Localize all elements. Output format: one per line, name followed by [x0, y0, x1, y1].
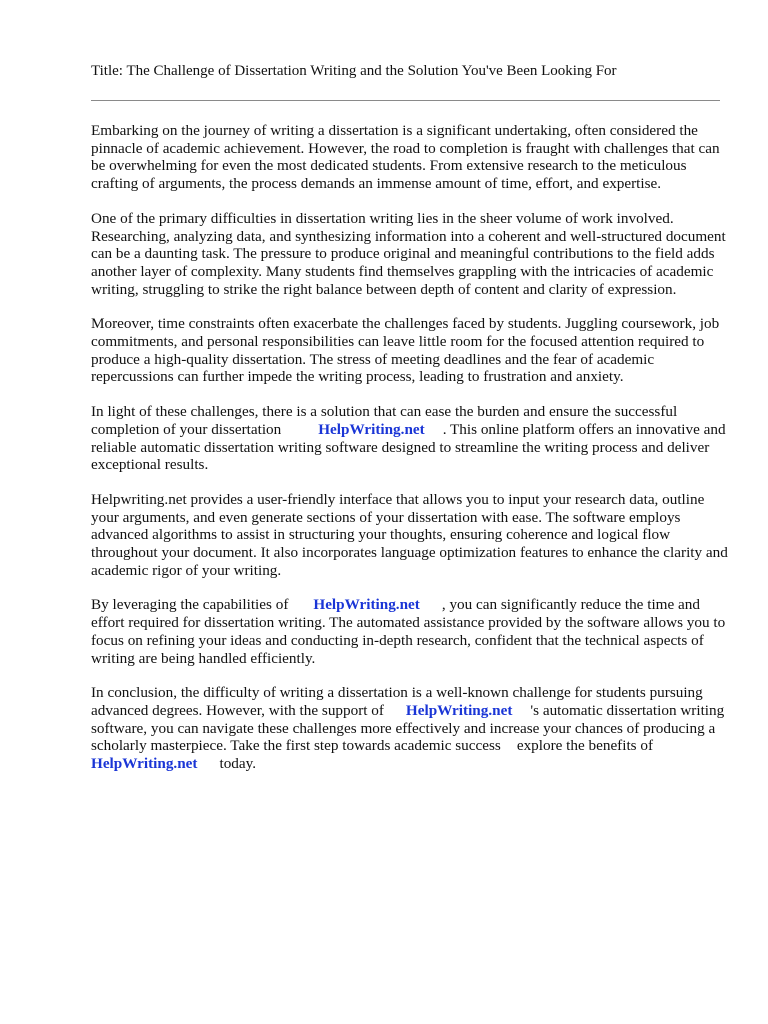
paragraph-leveraging — [91, 596, 731, 667]
paragraph-conclusion-text-after: today. — [219, 755, 257, 773]
helpwriting-link[interactable]: HelpWriting.net — [313, 596, 420, 614]
paragraph-solution-text-after: . This online platform offers an innovative and reliable automatic dissertation writing software designed to streamline the writing process and deliver exceptional results. — [91, 420, 726, 474]
paragraph-conclusion-text-middle2: explore the benefits of — [516, 737, 654, 755]
paragraph-solution-text-before: In light of these challenges, there is a solution that can ease the burden and ensure the successful completion of your dissertation — [91, 403, 678, 438]
helpwriting-link[interactable]: HelpWriting.net — [318, 420, 425, 438]
paragraph-leveraging-text-before: By leveraging the capabilities of — [91, 596, 289, 614]
paragraph-conclusion-text-middle: 's automatic dissertation writing software, you can navigate these challenges more effectively and increase your chances of producing a scholarly masterpiece. Take the first step towards academic success — [91, 701, 725, 755]
paragraph-solution — [91, 403, 731, 474]
paragraph-conclusion — [91, 684, 731, 773]
paragraph-leveraging-text-after: , you can significantly reduce the time and effort required for dissertation writing. The automated assistance provided by the software allows you to focus on refining your ideas and conducting in-depth research, confident that the technical aspects of writing are being handled efficiently. — [91, 596, 726, 667]
title-divider — [91, 100, 720, 101]
paragraph-difficulties: One of the primary difficulties in dissertation writing lies in the sheer volume of work involved. Researching, analyzing data, and synthesizing information into a coherent and well-structured document can be a daunting task. The pressure to produce original and meaningful contributions to the field adds another layer of complexity. Many students find themselves grappling with the intricacies of academic writing, struggling to strike the right balance between depth of content and clarity of expression. — [91, 209, 726, 298]
paragraph-intro: Embarking on the journey of writing a dissertation is a significant undertaking, often considered the pinnacle of academic achievement. However, the road to completion is fraught with challenges that can be overwhelming for even the most dedicated students. From extensive research to the meticulous crafting of arguments, the process demands an immense amount of time, effort, and expertise. — [91, 122, 720, 193]
helpwriting-link[interactable]: HelpWriting.net — [91, 755, 198, 773]
document-title: Title: The Challenge of Dissertation Writing and the Solution You've Been Looking For — [91, 63, 617, 79]
paragraph-time-constraints: Moreover, time constraints often exacerbate the challenges faced by students. Juggling coursework, job commitments, and personal responsibilities can leave little room for the focused attention required to produce a high-quality dissertation. The stress of meeting deadlines and the fear of academic repercussions can further impede the writing process, leading to frustration and anxiety. — [91, 315, 720, 386]
paragraph-conclusion-text-before: In conclusion, the difficulty of writing a dissertation is a well-known challenge for students pursuing advanced degrees. However, with the support of — [91, 684, 703, 719]
paragraph-features: Helpwriting.net provides a user-friendly interface that allows you to input your research data, outline your arguments, and even generate sections of your dissertation with ease. The software employs advanced algorithms to assist in structuring your thoughts, ensuring coherence and logical flow throughout your document. It also incorporates language optimization features to enhance the clarity and academic rigor of your writing. — [91, 490, 728, 579]
helpwriting-link[interactable]: HelpWriting.net — [405, 701, 513, 719]
document-body — [91, 122, 731, 790]
